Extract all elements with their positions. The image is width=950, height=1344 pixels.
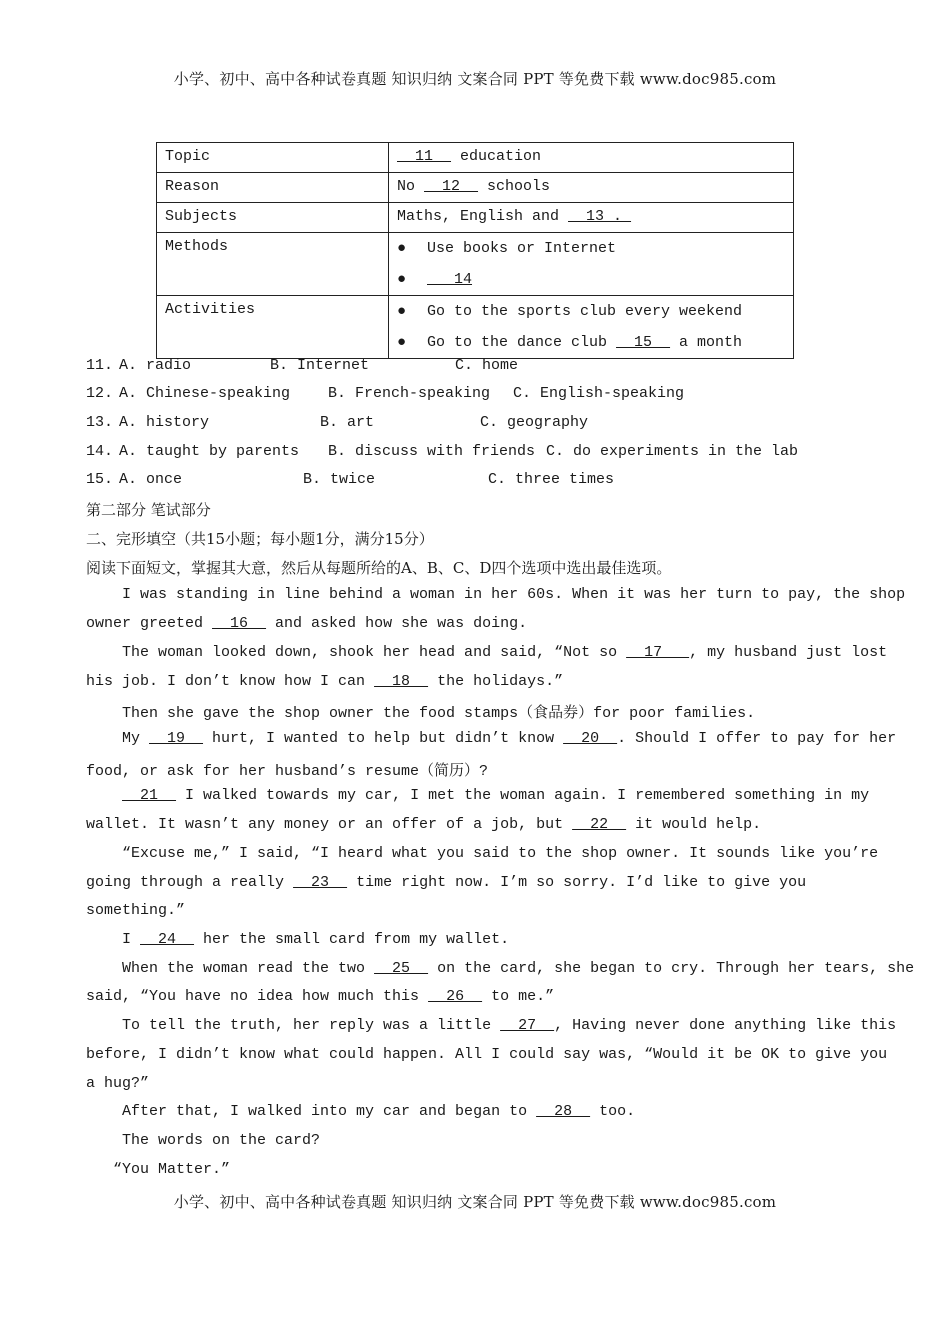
text-span: I walked towards my car, I met the woman again. I remembered something in my [176, 787, 870, 804]
reason-value [389, 173, 794, 203]
section-instruction: 阅读下面短文，掌握其大意，然后从每题所给的A、B、C、D四个选项中选出最佳选项。 [86, 559, 672, 577]
text-span: After that, I walked into my car and began to [86, 1103, 537, 1120]
blank-20: 20 [563, 730, 618, 747]
passage-line: something.” [86, 902, 186, 919]
bullet-icon: ● [397, 303, 407, 320]
text-span: said, “You have no idea how much this [86, 988, 429, 1005]
question-number: 14. [86, 443, 114, 460]
option-b: B. twice [303, 471, 376, 488]
blank-28: 28 [536, 1103, 591, 1120]
option-a: A. once [119, 471, 183, 488]
page-footer: 小学、初中、高中各种试卷真题 知识归纳 文案合同 PPT 等免费下载 www.doc985.com [173, 1193, 777, 1211]
option-b: B. discuss with friends [328, 443, 536, 460]
text-span: his job. I don’t know how I can [86, 673, 375, 690]
passage-line [86, 730, 896, 747]
list-item [397, 264, 785, 295]
text-span: The woman looked down, shook her head and said, “Not so [86, 644, 627, 661]
passage-line: Then she gave the shop owner the food stamps（食品券）for poor families. [86, 705, 756, 722]
option-c: C. English-speaking [513, 385, 685, 402]
reason-text: schools [478, 178, 551, 195]
methods-item-1: Use books or Internet [427, 240, 617, 257]
subjects-label: Subjects [157, 203, 389, 233]
blank-24: 24 [140, 931, 195, 948]
activities-item-1: Go to the sports club every weekend [427, 303, 743, 320]
bullet-icon: ● [397, 240, 407, 257]
passage-line [86, 960, 914, 977]
passage-line: “You Matter.” [86, 1161, 231, 1178]
blank-25: 25 [374, 960, 429, 977]
activities-item-2-rest: a month [670, 334, 743, 351]
blank-17: 17 [626, 644, 690, 661]
activities-value [389, 296, 794, 359]
text-span: wallet. It wasn’t any money or an offer of a job, but [86, 816, 573, 833]
option-b: B. art [320, 414, 375, 431]
blank-26: 26 [428, 988, 483, 1005]
blank-19: 19 [149, 730, 204, 747]
text-span: it would help. [626, 816, 762, 833]
info-table [156, 142, 794, 359]
question-number: 15. [86, 471, 114, 488]
text-span: I [86, 931, 141, 948]
activities-item-2: Go to the dance club [427, 334, 617, 351]
option-c: C. geography [480, 414, 589, 431]
passage-line [86, 874, 806, 891]
blank-11: 11 [397, 148, 452, 165]
blank-18: 18 [374, 673, 429, 690]
table-row [157, 173, 794, 203]
question-number: 12. [86, 385, 114, 402]
text-span: , my husband just lost [689, 644, 888, 661]
option-a: A. history [119, 414, 210, 431]
text-span: hurt, I wanted to help but didn’t know [203, 730, 564, 747]
option-b: B. French-speaking [328, 385, 491, 402]
option-b: B. Internet [270, 357, 370, 374]
text-span [86, 787, 122, 804]
topic-label: Topic [157, 143, 389, 173]
topic-value [389, 143, 794, 173]
activities-label: Activities [157, 296, 389, 359]
list-item [397, 233, 785, 264]
option-a: A. Chinese-speaking [119, 385, 291, 402]
passage-line [86, 1103, 635, 1120]
subjects-value [389, 203, 794, 233]
option-c: C. do experiments in the lab [546, 443, 799, 460]
passage-line: food, or ask for her husband’s resume（简历）? [86, 763, 489, 780]
table-row [157, 203, 794, 233]
blank-14: 14 [427, 271, 473, 288]
reason-pre: No [397, 178, 425, 195]
reason-label: Reason [157, 173, 389, 203]
passage-line: I was standing in line behind a woman in her 60s. When it was her turn to pay, the shop [86, 586, 906, 603]
text-span: too. [590, 1103, 636, 1120]
option-a: A. taught by parents [119, 443, 300, 460]
list-item [397, 296, 785, 327]
text-span: going through a really [86, 874, 294, 891]
blank-16: 16 [212, 615, 267, 632]
topic-text: education [451, 148, 542, 165]
list-item [397, 327, 785, 358]
section-part-heading: 第二部分 笔试部分 [86, 501, 211, 519]
subjects-pre: Maths, English and [397, 208, 569, 225]
text-span: To tell the truth, her reply was a little [86, 1017, 501, 1034]
bullet-icon: ● [397, 334, 407, 351]
text-span: on the card, she began to cry. Through her tears, she [428, 960, 915, 977]
option-c: C. three times [488, 471, 615, 488]
option-c: C. home [455, 357, 519, 374]
table-row [157, 296, 794, 359]
bullet-icon: ● [397, 271, 407, 288]
option-a: A. radio [119, 357, 192, 374]
text-span: . Should I offer to pay for her [617, 730, 897, 747]
blank-13: 13 . [568, 208, 632, 225]
text-span: the holidays.” [428, 673, 564, 690]
blank-23: 23 [293, 874, 348, 891]
blank-15: 15 [616, 334, 671, 351]
passage-line: “Excuse me,” I said, “I heard what you said to the shop owner. It sounds like you’re [86, 845, 879, 862]
passage-line [86, 988, 554, 1005]
text-span: owner greeted [86, 615, 213, 632]
blank-22: 22 [572, 816, 627, 833]
text-span: and asked how she was doing. [266, 615, 528, 632]
table-row [157, 143, 794, 173]
methods-label: Methods [157, 233, 389, 296]
passage-line [86, 931, 509, 948]
blank-12: 12 [424, 178, 479, 195]
section-title: 二、完形填空（共15小题；每小题1分，满分15分） [86, 530, 434, 548]
methods-value [389, 233, 794, 296]
passage-line: before, I didn’t know what could happen. All I could say was, “Would it be OK to give you [86, 1046, 888, 1063]
question-number: 13. [86, 414, 114, 431]
text-span: When the woman read the two [86, 960, 375, 977]
passage-line [86, 1017, 896, 1034]
text-span: time right now. I’m so sorry. I’d like to give you [347, 874, 807, 891]
passage-line [86, 787, 869, 804]
passage-line: a hug?” [86, 1075, 150, 1092]
text-span: My [86, 730, 150, 747]
text-span: , Having never done anything like this [554, 1017, 897, 1034]
passage-line [86, 816, 761, 833]
text-span: to me.” [482, 988, 555, 1005]
text-span: her the small card from my wallet. [194, 931, 510, 948]
passage-line [86, 615, 527, 632]
question-number: 11. [86, 357, 114, 374]
passage-line [86, 673, 563, 690]
page-header: 小学、初中、高中各种试卷真题 知识归纳 文案合同 PPT 等免费下载 www.doc985.com [173, 70, 777, 88]
blank-21: 21 [122, 787, 177, 804]
passage-line: The words on the card? [86, 1132, 321, 1149]
passage-line [86, 644, 887, 661]
blank-27: 27 [500, 1017, 555, 1034]
table-row [157, 233, 794, 296]
